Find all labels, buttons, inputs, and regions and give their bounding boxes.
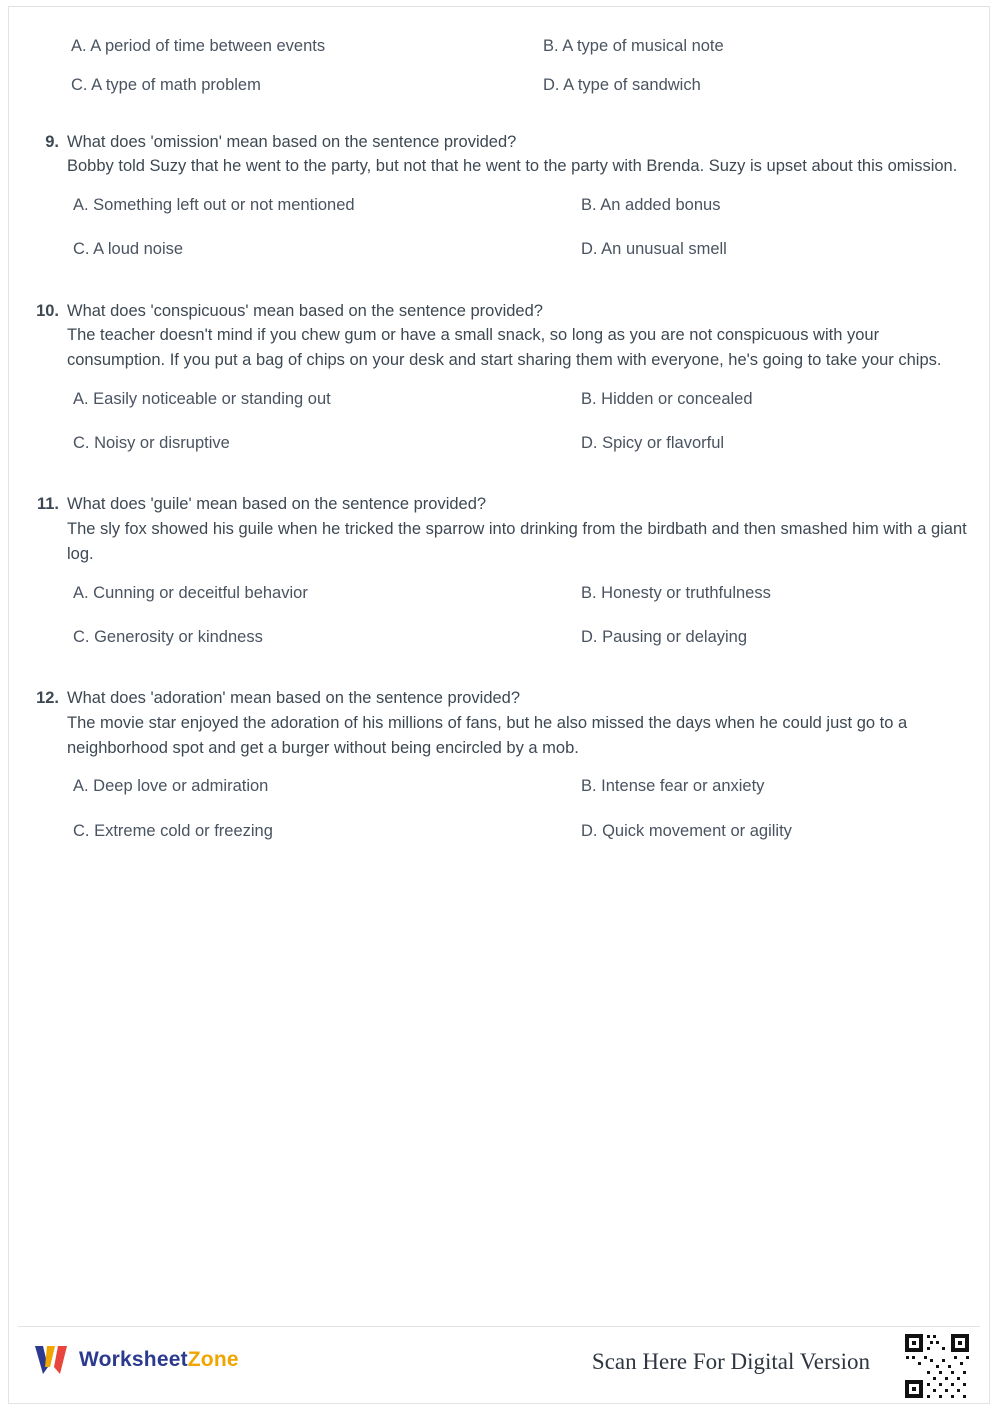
option-item[interactable]: D. Pausing or delaying — [581, 627, 748, 646]
question-stem: What does 'omission' mean based on the sentence provided? — [67, 132, 517, 151]
question-body — [67, 299, 971, 477]
question-block — [27, 130, 971, 283]
option-item[interactable]: B. An added bonus — [581, 196, 721, 215]
option-item[interactable]: D. A type of sandwich — [543, 76, 701, 95]
options-column-right — [519, 582, 971, 671]
question-stem: What does 'adoration' mean based on the sentence provided? — [67, 689, 521, 708]
options-column-left — [27, 35, 499, 114]
question-body — [67, 686, 971, 864]
option-item[interactable]: C. Noisy or disruptive — [73, 434, 230, 453]
question-number: 11. — [36, 495, 59, 514]
question-options — [67, 775, 971, 864]
option-item[interactable]: A. Easily noticeable or standing out — [73, 389, 331, 408]
option-item[interactable]: B. Honesty or truthfulness — [581, 583, 771, 602]
question-options — [67, 194, 971, 283]
logo-text-secondary: Zone — [187, 1348, 239, 1371]
options-column-left — [67, 194, 519, 283]
options-column-left — [67, 582, 519, 671]
question-number: 9. — [45, 132, 59, 151]
question-context: The teacher doesn't mind if you chew gum or have a small snack, so long as you are not conspicuous with your consumption. If you put a bag of chips on your desk and start sharing them with everyone, he's going to take your chips. — [67, 326, 942, 370]
logo-text — [79, 1348, 239, 1372]
question-body — [67, 492, 971, 670]
worksheet-page — [8, 6, 990, 1404]
page-footer — [18, 1326, 980, 1395]
options-column-right — [519, 388, 971, 477]
option-item[interactable]: C. A loud noise — [73, 240, 184, 259]
option-item[interactable]: A. Deep love or admiration — [73, 777, 269, 796]
worksheet-content — [27, 21, 971, 864]
logo-icon — [34, 1343, 70, 1377]
option-item[interactable]: A. Cunning or deceitful behavior — [73, 583, 308, 602]
question-context: The sly fox showed his guile when he tricked the sparrow into drinking from the birdbath and then smashed him with a giant log. — [67, 520, 967, 563]
question-block — [27, 299, 971, 477]
option-item[interactable]: A. Something left out or not mentioned — [73, 196, 355, 215]
question-block — [27, 492, 971, 670]
qr-code-icon[interactable] — [902, 1331, 972, 1401]
options-column-right — [499, 35, 971, 114]
option-item[interactable]: A. A period of time between events — [71, 37, 326, 55]
option-item[interactable]: B. Intense fear or anxiety — [581, 777, 765, 796]
question-number: 12. — [36, 689, 59, 708]
question-context: Bobby told Suzy that he went to the party, but not that he went to the party with Brenda. Suzy is upset about this omission. — [67, 157, 958, 176]
option-item[interactable]: B. Hidden or concealed — [581, 389, 753, 408]
option-item[interactable]: D. Spicy or flavorful — [581, 434, 725, 453]
logo-text-primary: Worksheet — [79, 1348, 188, 1371]
option-item[interactable]: C. A type of math problem — [71, 76, 261, 95]
option-item[interactable]: C. Generosity or kindness — [73, 627, 263, 646]
options-column-left — [67, 775, 519, 864]
question-stem: What does 'conspicuous' mean based on the sentence provided? — [67, 301, 543, 320]
option-item[interactable]: B. A type of musical note — [543, 37, 724, 55]
question-stem: What does 'guile' mean based on the sentence provided? — [67, 495, 487, 514]
question-number: 10. — [36, 301, 59, 320]
question-options — [67, 582, 971, 671]
option-item[interactable]: C. Extreme cold or freezing — [73, 821, 273, 840]
question-options — [67, 388, 971, 477]
question-8-options-continued — [27, 35, 971, 114]
question-context: The movie star enjoyed the adoration of his millions of fans, but he also missed the days when he could just go to a neighborhood spot and get a burger without being encircled by a mob. — [67, 713, 908, 757]
option-item[interactable]: D. Quick movement or agility — [581, 821, 792, 840]
scan-here-label: Scan Here For Digital Version — [591, 1349, 870, 1374]
options-column-right — [519, 775, 971, 864]
question-block — [27, 686, 971, 864]
options-column-left — [67, 388, 519, 477]
options-column-right — [519, 194, 971, 283]
worksheet-zone-logo[interactable] — [34, 1343, 239, 1377]
question-body — [67, 130, 971, 283]
option-item[interactable]: D. An unusual smell — [581, 240, 727, 259]
